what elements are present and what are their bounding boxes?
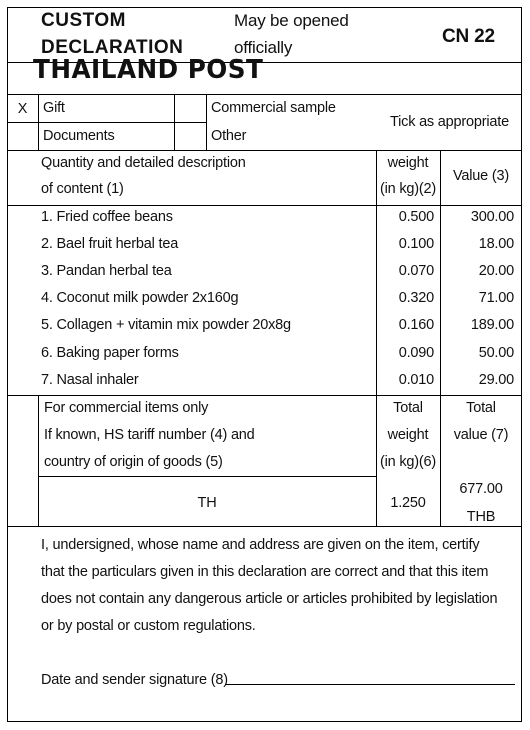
total-weight-header-line1: Total xyxy=(393,400,423,416)
item-weight: 0.100 xyxy=(398,236,434,252)
country-of-origin: TH xyxy=(197,495,217,511)
description-header-line2: of content (1) xyxy=(41,181,124,197)
opened-officially-line1: May be opened xyxy=(234,11,349,30)
divider xyxy=(7,526,522,527)
other-label: Other xyxy=(211,128,247,144)
commercial-note-line2: If known, HS tariff number (4) and xyxy=(44,427,255,443)
total-weight-header-line2: weight xyxy=(387,427,429,443)
weight-header-line2: (in kg)(2) xyxy=(379,181,436,197)
item-desc: 5. Collagen + vitamin mix powder 20x8g xyxy=(41,317,291,333)
form-title-line1: CUSTOM xyxy=(41,10,126,31)
certification-line: that the particulars given in this declaration are correct and that this item xyxy=(41,564,489,580)
divider xyxy=(38,476,376,477)
item-desc: 3. Pandan herbal tea xyxy=(41,263,172,279)
item-value: 189.00 xyxy=(470,317,514,333)
certification-line: or by postal or custom regulations. xyxy=(41,618,256,634)
thailand-post-logo: THAILAND POST xyxy=(33,55,264,85)
signature-field[interactable] xyxy=(225,684,515,685)
opened-officially-line2: officially xyxy=(234,38,293,57)
item-weight: 0.010 xyxy=(398,372,434,388)
certification-line: does not contain any dangerous article or articles prohibited by legislation xyxy=(41,591,498,607)
weight-header-line1: weight xyxy=(387,155,429,171)
value-header: Value (3) xyxy=(453,168,509,184)
item-value: 20.00 xyxy=(478,263,514,279)
total-value-header-line1: Total xyxy=(466,400,496,416)
tick-instruction: Tick as appropriate xyxy=(390,114,509,130)
item-weight: 0.090 xyxy=(398,345,434,361)
item-desc: 1. Fried coffee beans xyxy=(41,209,173,225)
total-weight: 1.250 xyxy=(390,495,426,511)
item-value: 71.00 xyxy=(478,290,514,306)
gift-checkbox-mark[interactable]: X xyxy=(17,101,28,117)
certification-line: I, undersigned, whose name and address are given on the item, certify xyxy=(41,537,480,553)
item-value: 18.00 xyxy=(478,236,514,252)
item-value: 50.00 xyxy=(478,345,514,361)
gift-label: Gift xyxy=(43,100,65,116)
divider xyxy=(206,94,207,150)
description-header-line1: Quantity and detailed description xyxy=(41,155,246,171)
commercial-sample-label: Commercial sample xyxy=(211,100,336,116)
item-desc: 7. Nasal inhaler xyxy=(41,372,139,388)
item-weight: 0.320 xyxy=(398,290,434,306)
item-weight: 0.500 xyxy=(398,209,434,225)
signature-label: Date and sender signature (8) xyxy=(41,672,228,688)
item-weight: 0.070 xyxy=(398,263,434,279)
form-title-line2: DECLARATION xyxy=(41,37,184,58)
total-value: 677.00 xyxy=(459,481,503,497)
item-desc: 2. Bael fruit herbal tea xyxy=(41,236,179,252)
commercial-note-line1: For commercial items only xyxy=(44,400,209,416)
item-weight: 0.160 xyxy=(398,317,434,333)
item-value: 29.00 xyxy=(478,372,514,388)
total-value-header-line2: value (7) xyxy=(453,427,509,443)
total-weight-header-line3: (in kg)(6) xyxy=(379,454,436,470)
currency: THB xyxy=(466,509,496,525)
form-code: CN 22 xyxy=(442,26,495,47)
item-desc: 6. Baking paper forms xyxy=(41,345,179,361)
item-desc: 4. Coconut milk powder 2x160g xyxy=(41,290,239,306)
item-value: 300.00 xyxy=(470,209,514,225)
documents-label: Documents xyxy=(43,128,115,144)
commercial-note-line3: country of origin of goods (5) xyxy=(44,454,223,470)
